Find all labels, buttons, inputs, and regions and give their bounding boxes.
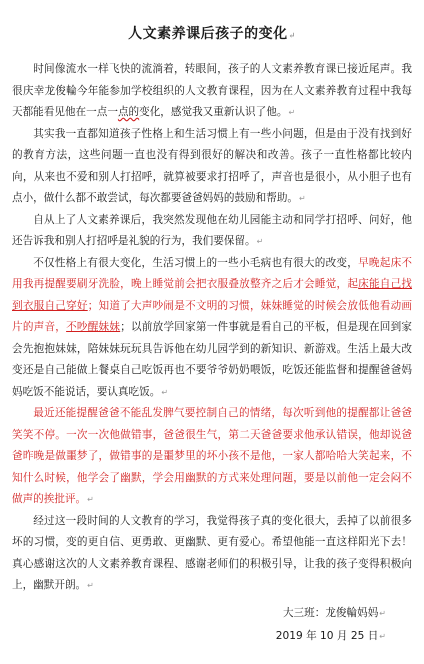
paragraph-mark-icon: ↵	[299, 194, 306, 203]
paragraph-mark-icon: ↵	[161, 387, 169, 397]
paragraph-mark-icon: ↵	[256, 237, 264, 246]
signature-text: 大三班：龙俊輪妈妈	[282, 606, 379, 619]
paragraph-6	[12, 511, 412, 597]
paragraph-3	[12, 210, 412, 253]
paragraph-4-text-a: 不仅性格上有很大变化，生活习惯上的一些小毛病也有很大的改变，	[33, 256, 359, 269]
paragraph-4-highlight-3: 不吵醒妹妹	[66, 321, 121, 333]
paragraph-mark-icon: ↵	[379, 631, 386, 641]
paragraph-5-text: 最近还能提醒爸爸不能乱发脾气要控制自己的情绪，每次听到他的提醒都让爸爸笑笑不停。一次一次他做错事，爸爸很生气，第二天爸爸要求他承认错误，他却说爸爸昨晚是做噩梦了，做错事的是噩梦里的坏小孩不是他，一家人都哈哈大笑起来，不知什么时候，他学会了幽默，学会用幽默的方式来处理问题，要是以前他一定会闷不做声的挨批评。	[12, 407, 412, 505]
paragraph-1	[12, 59, 412, 124]
paragraph-5	[12, 403, 412, 511]
paragraph-mark-icon: ↵	[87, 581, 94, 590]
paragraph-1-end: 变化，感觉我又重新认识了他。	[139, 106, 288, 118]
paragraph-2	[12, 124, 412, 210]
paragraph-mark-icon: ↵	[87, 495, 94, 504]
document-date	[12, 626, 386, 647]
paragraph-4-highlight-underlined: 床能自己找到衣服自己穿好	[12, 278, 413, 312]
signature	[12, 603, 386, 624]
paragraph-mark-icon: ↵	[379, 608, 386, 618]
paragraph-3-text: 自从上了人文素养课后，我突然发现他在幼儿园能主动和同学打招呼、问好，他还告诉我和别人打招呼是礼貌的行为，我们要保留。	[12, 213, 412, 247]
paragraph-4-highlight-1: 早晚起床不用我再提醒要刷牙洗脸，晚上睡觉前会把衣服叠放整齐之后才会睡觉，起	[12, 256, 413, 290]
paragraph-4-text-b: ；以前放学回家第一件事就是看自己的平板，但是现在回到家会先抱抱妹妹，陪妹妹玩玩具告诉他在幼儿园学到的新知识、新游戏。生活上最大改变还是自己能做上餐桌自己吃饭再也不要爷爷奶奶喂饭，吃饭还能监督和提醒爸爸妈妈吃饭不能说话，要认真吃饭。	[12, 321, 413, 398]
document-date-text: 2019 年 10 月 25 日	[275, 629, 379, 642]
document-title-text: 人文素养课后孩子的变化	[128, 26, 288, 42]
paragraph-4	[12, 253, 412, 404]
paragraph-mark-icon: ↵	[288, 30, 296, 40]
document-title	[12, 24, 412, 45]
paragraph-1-text: 时间像流水一样飞快的流淌着，转眼间，孩子的人文素养教育课已接近尾声。我很庆幸龙俊輪今年能参加学校组织的人文教育课程，因为在人文素养教育过程中我每天都能看见他在一点一	[12, 63, 412, 118]
paragraph-4-highlight-2: ；知道了大声吵闹是不文明的习惯，妹妹睡觉的时候会放低他看动画片的声音，	[12, 299, 412, 333]
paragraph-mark-icon: ↵	[288, 108, 296, 117]
paragraph-1-wavy-underline: 点的	[117, 106, 140, 118]
paragraph-6-text: 经过这一段时间的人文教育的学习，我觉得孩子真的变化很大，丢掉了以前很多坏的习惯，变的更自信、更勇敢、更幽默、更有爱心。希望他能一直这样阳光下去！真心感谢这次的人文素养教育课程、感谢老师们的积极引导，让我的孩子变得积极向上，幽默开朗。	[12, 514, 412, 591]
paragraph-2-text: 其实我一直都知道孩子性格上和生活习惯上有一些小问题，但是由于没有找到好的教育方法，这些问题一直也没有得到很好的解决和改善。孩子一直性格都比较内向，从来也不爱和别人打招呼，就算被要求打招呼了，声音也是很小，从小胆子也有点小，做什么都不敢尝试，每次都要爸爸妈妈的鼓励和帮助。	[12, 127, 412, 204]
